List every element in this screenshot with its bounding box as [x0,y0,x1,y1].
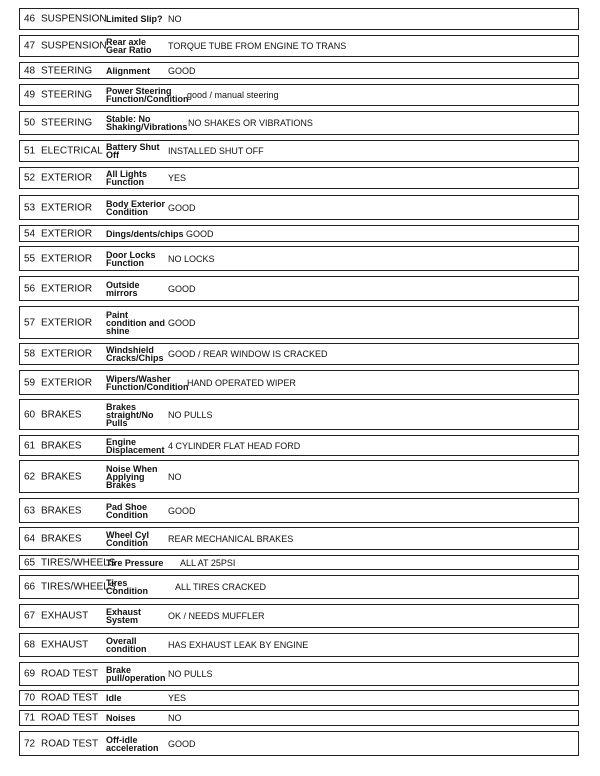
table-row [19,35,579,57]
table-row [19,633,579,657]
row-category: EXTERIOR [41,253,93,264]
row-value: GOOD [168,505,196,516]
row-item: Noise When Applying Brakes [106,463,158,490]
row-category: SUSPENSION [41,13,107,25]
table-row [19,8,579,30]
table-row [19,246,579,271]
row-value: NO [168,713,182,723]
row-number: 55 [24,253,36,264]
row-item: Off-idle acceleration [106,734,159,753]
row-value: NO PULLS [168,409,213,420]
row-item: Paint condition and shine [106,309,165,336]
row-item: Noises [106,713,136,723]
row-number: 51 [24,145,36,157]
row-item: Brake pull/operation [106,665,166,683]
table-row [19,575,579,599]
table-row [19,306,579,339]
row-value: GOOD / REAR WINDOW IS CRACKED [168,349,328,359]
table-row [19,604,579,628]
row-item: Wipers/Washer Function/Condition [106,373,189,392]
row-value: GOOD [168,202,196,213]
row-item: Windshield Cracks/Chips [106,345,164,363]
row-value: GOOD [168,317,196,328]
row-category: SUSPENSION [41,40,107,52]
table-row [19,276,579,301]
table-row [19,710,579,726]
table-row [19,111,579,135]
row-number: 54 [24,228,36,239]
row-number: 48 [24,65,36,76]
row-number: 64 [24,533,36,544]
row-number: 60 [24,409,36,420]
row-category: ROAD TEST [41,692,99,704]
row-number: 57 [24,317,36,328]
table-row [19,498,579,523]
row-item: Outside mirrors [106,279,140,298]
row-number: 65 [24,557,36,568]
row-number: 69 [24,668,36,680]
row-value: TORQUE TUBE FROM ENGINE TO TRANS [168,41,347,51]
row-number: 72 [24,738,36,749]
table-row [19,731,579,756]
row-category: STEERING [41,117,93,129]
row-item: Overall condition [106,636,147,654]
table-row [19,399,579,430]
table-row [19,195,579,220]
row-category: EXHAUST [41,639,89,651]
table-row [19,140,579,162]
table-row [19,225,579,242]
row-item: Alignment [106,65,150,76]
row-item: Tires Condition [106,578,148,596]
row-item: Engine Displacement [106,436,165,455]
row-number: 63 [24,505,36,516]
row-category: EXTERIOR [41,172,93,184]
row-item: Body Exterior Condition [106,198,166,217]
row-number: 59 [24,377,36,388]
table-row [19,343,579,365]
row-number: 70 [24,692,36,704]
table-row [19,662,579,686]
row-category: ROAD TEST [41,668,99,680]
row-item: Battery Shut Off [106,142,160,160]
row-category: BRAKES [41,533,82,544]
row-item: Power Steering Function/Condition [106,86,189,104]
row-item: Dings/dents/chips [106,228,184,239]
row-category: BRAKES [41,505,82,516]
row-value: ALL TIRES CRACKED [175,582,267,592]
row-item: Rear axle Gear Ratio [106,37,152,55]
row-item: All Lights Function [106,169,147,187]
row-category: ELECTRICAL [41,145,103,157]
row-value: REAR MECHANICAL BRAKES [168,533,294,544]
row-number: 62 [24,471,36,482]
row-category: EXTERIOR [41,377,93,388]
row-number: 46 [24,13,36,25]
table-row [19,460,579,493]
row-item: Brakes straight/No Pulls [106,401,154,428]
row-number: 68 [24,639,36,651]
row-value: NO PULLS [168,669,213,679]
table-row [19,84,579,106]
row-category: EXHAUST [41,610,89,622]
row-category: EXTERIOR [41,317,93,328]
row-item: Idle [106,693,122,703]
row-item: Tire Pressure [106,557,164,568]
row-category: BRAKES [41,409,82,420]
row-item: Wheel Cyl Condition [106,529,150,548]
row-category: ROAD TEST [41,738,99,749]
row-category: ROAD TEST [41,712,99,724]
row-value: NO [168,14,182,24]
row-number: 61 [24,440,36,451]
table-row [19,527,579,550]
row-number: 53 [24,202,36,213]
row-value: 4 CYLINDER FLAT HEAD FORD [168,440,301,451]
row-category: TIRES/WHEELS [41,581,116,593]
row-number: 50 [24,117,36,129]
row-value: GOOD [168,738,196,749]
row-category: EXTERIOR [41,283,93,294]
table-row [19,435,579,456]
row-number: 71 [24,712,36,724]
row-category: BRAKES [41,471,82,482]
row-item: Pad Shoe Condition [106,501,148,520]
row-item: Limited Slip? [106,14,163,24]
row-number: 66 [24,581,36,593]
row-item: Exhaust System [106,607,142,625]
row-value: GOOD [168,283,196,294]
table-row [19,690,579,706]
row-value: YES [168,173,187,183]
row-category: EXTERIOR [41,348,93,360]
row-number: 56 [24,283,36,294]
row-number: 52 [24,172,36,184]
table-row [19,167,579,189]
row-category: TIRES/WHEELS [41,557,116,568]
row-number: 67 [24,610,36,622]
row-item: Door Locks Function [106,249,156,268]
row-value: good / manual steering [187,90,279,100]
table-row [19,555,579,570]
row-value: OK / NEEDS MUFFLER [168,611,265,621]
row-value: YES [168,693,187,703]
row-value: GOOD [168,65,196,76]
table-row [19,370,579,395]
row-value: INSTALLED SHUT OFF [168,146,264,156]
row-value: NO LOCKS [168,253,215,264]
row-number: 58 [24,348,36,360]
row-value: HAND OPERATED WIPER [187,377,296,388]
row-category: EXTERIOR [41,228,93,239]
row-item: Stable: No Shaking/Vibrations [106,114,188,132]
row-value: ALL AT 25PSI [180,557,236,568]
table-row [19,62,579,79]
row-value: NO SHAKES OR VIBRATIONS [188,118,313,128]
row-value: HAS EXHAUST LEAK BY ENGINE [168,640,309,650]
row-number: 49 [24,89,36,101]
row-value: NO [168,471,182,482]
row-category: EXTERIOR [41,202,93,213]
row-category: STEERING [41,65,93,76]
row-value: GOOD [186,228,214,239]
row-category: BRAKES [41,440,82,451]
row-number: 47 [24,40,36,52]
row-category: STEERING [41,89,93,101]
